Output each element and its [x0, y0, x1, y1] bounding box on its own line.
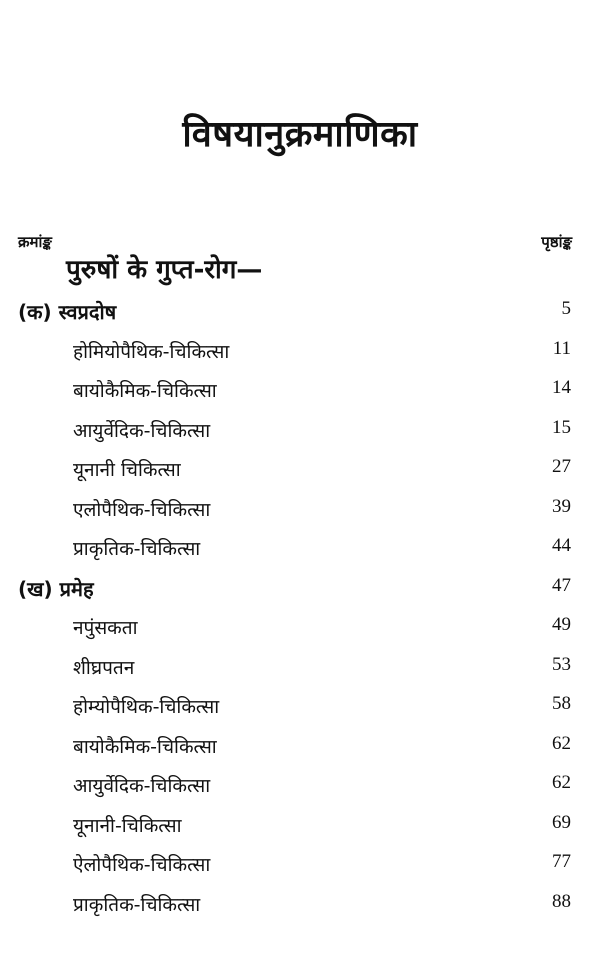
toc-page-number: 27: [552, 456, 571, 477]
toc-section-label: (ख) प्रमेह: [18, 577, 94, 601]
toc-item-row[interactable]: [0, 654, 600, 686]
toc-item-row[interactable]: [0, 456, 600, 488]
toc-item-row[interactable]: [0, 496, 600, 528]
toc-page-number: 15: [552, 417, 571, 438]
toc-section-label: (क) स्वप्रदोष: [18, 300, 117, 324]
toc-page-number: 62: [552, 733, 571, 754]
toc-page-number: 88: [552, 891, 571, 912]
toc-item-row[interactable]: [0, 693, 600, 725]
serial-number-header: क्रमांङ्क: [18, 233, 52, 251]
toc-page-number: 58: [552, 693, 571, 714]
toc-item-label: होम्योपैथिक-चिकित्सा: [73, 696, 220, 718]
toc-item-label: प्राकृतिक-चिकित्सा: [73, 894, 201, 916]
toc-item-row[interactable]: [0, 377, 600, 409]
toc-item-label: यूनानी-चिकित्सा: [73, 815, 182, 837]
toc-item-label: एलोपैथिक-चिकित्सा: [73, 499, 211, 521]
toc-page-number: 77: [552, 851, 571, 872]
toc-item-label: ऐलोपैथिक-चिकित्सा: [73, 854, 211, 876]
toc-page-number: 39: [552, 496, 571, 517]
toc-item-row[interactable]: [0, 614, 600, 646]
toc-item-label: आयुर्वेदिक-चिकित्सा: [73, 420, 211, 442]
toc-section-row[interactable]: [0, 575, 600, 607]
toc-page-number: 62: [552, 772, 571, 793]
toc-item-row[interactable]: [0, 338, 600, 370]
page-title: विषयानुक्रमाणिका: [182, 114, 418, 155]
toc-item-row[interactable]: [0, 851, 600, 883]
chapter-heading: पुरुषों के गुप्त-रोग—: [66, 255, 263, 285]
toc-item-row[interactable]: [0, 812, 600, 844]
toc-item-label: बायोकैमिक-चिकित्सा: [73, 380, 217, 402]
toc-item-row[interactable]: [0, 417, 600, 449]
toc-item-label: शीघ्रपतन: [73, 657, 135, 679]
toc-page-number: 47: [552, 575, 571, 596]
toc-item-row[interactable]: [0, 733, 600, 765]
toc-item-row[interactable]: [0, 772, 600, 804]
toc-item-label: प्राकृतिक-चिकित्सा: [73, 538, 201, 560]
toc-page-number: 49: [552, 614, 571, 635]
toc-item-label: यूनानी चिकित्सा: [73, 459, 181, 481]
toc-page-number: 11: [552, 338, 571, 359]
toc-item-label: बायोकैमिक-चिकित्सा: [73, 736, 217, 758]
toc-item-label: नपुंसकता: [73, 617, 138, 639]
toc-item-row[interactable]: [0, 891, 600, 923]
toc-page-number: 53: [552, 654, 571, 675]
toc-page-number: 69: [552, 812, 571, 833]
toc-page-number: 14: [552, 377, 571, 398]
toc-item-label: होमियोपैथिक-चिकित्सा: [73, 341, 230, 363]
toc-item-row[interactable]: [0, 535, 600, 567]
toc-item-label: आयुर्वेदिक-चिकित्सा: [73, 775, 211, 797]
toc-page-number: 5: [561, 298, 571, 319]
page-number-header: पृष्ठांङ्क: [541, 233, 572, 251]
toc-section-row[interactable]: [0, 298, 600, 330]
toc-page-number: 44: [552, 535, 571, 556]
